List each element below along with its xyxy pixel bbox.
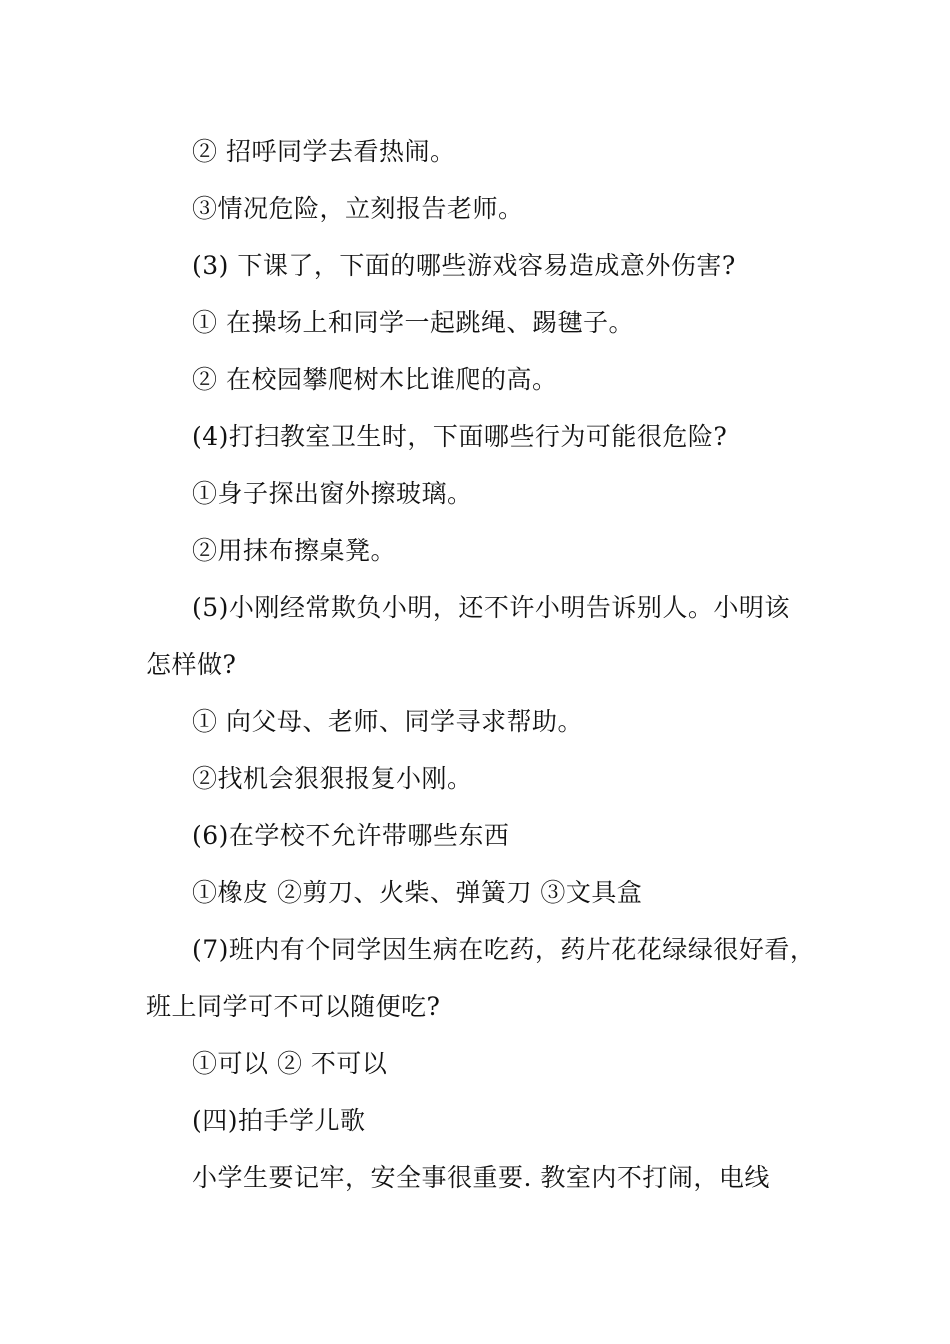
question-line: (5)小刚经常欺负小明，还不许小明告诉别人。小明该 <box>192 593 790 622</box>
question-line: (4)打扫教室卫生时，下面哪些行为可能很危险? <box>192 422 728 451</box>
option-line: ②找机会狠狠报复小刚。 <box>192 764 473 793</box>
question-line-continued: 班上同学可不可以随便吃? <box>146 992 441 1021</box>
question-line: (6)在学校不允许带哪些东西 <box>192 821 510 850</box>
option-line: ①可以 ② 不可以 <box>192 1049 388 1078</box>
option-line: ② 在校园攀爬树木比谁爬的高。 <box>192 365 558 394</box>
option-line: ①身子探出窗外擦玻璃。 <box>192 479 473 508</box>
question-line-continued: 怎样做? <box>146 650 237 679</box>
option-line: ③情况危险，立刻报告老师。 <box>192 194 524 223</box>
question-line: (3) 下课了，下面的哪些游戏容易造成意外伤害? <box>192 251 736 280</box>
question-line: (7)班内有个同学因生病在吃药，药片花花绿绿很好看， <box>192 935 816 964</box>
body-paragraph: 小学生要记牢，安全事很重要. 教室内不打闹，电线 <box>192 1163 770 1192</box>
option-line: ② 招呼同学去看热闹。 <box>192 137 456 166</box>
option-line: ②用抹布擦桌凳。 <box>192 536 397 565</box>
option-line: ①橡皮 ②剪刀、火柴、弹簧刀 ③文具盒 <box>192 878 643 907</box>
section-heading: (四)拍手学儿歌 <box>192 1106 366 1135</box>
option-line: ① 在操场上和同学一起跳绳、踢毽子。 <box>192 308 634 337</box>
option-line: ① 向父母、老师、同学寻求帮助。 <box>192 707 583 736</box>
